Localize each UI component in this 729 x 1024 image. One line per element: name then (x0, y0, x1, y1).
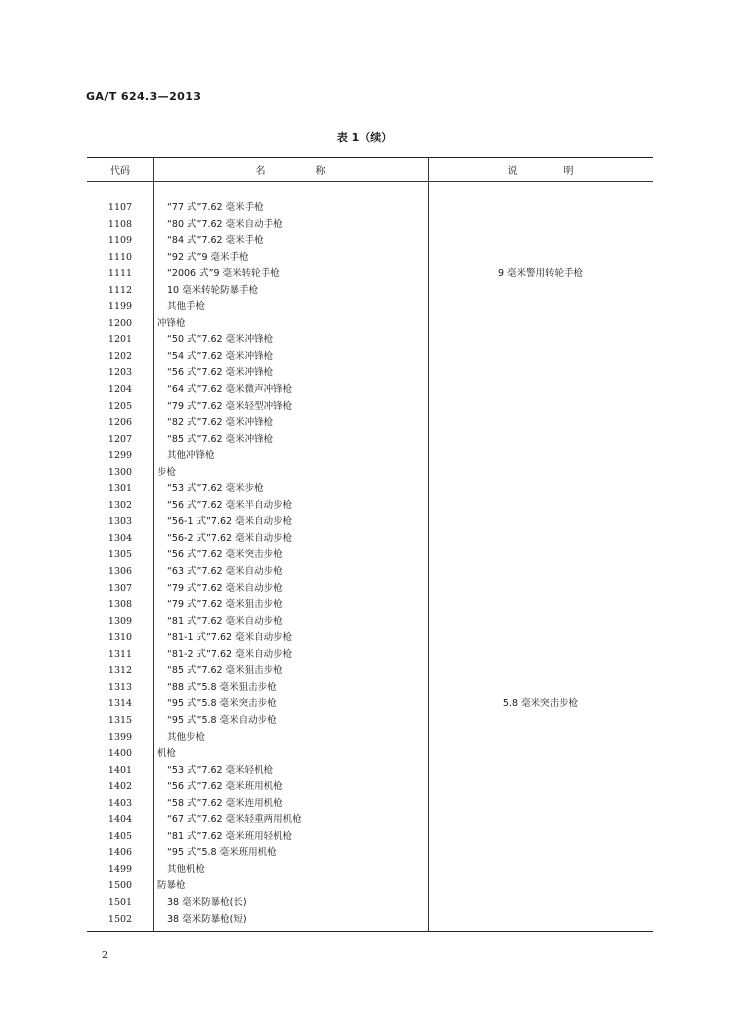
table-row (87, 912, 653, 929)
table-row (87, 399, 653, 416)
table-row (87, 581, 653, 598)
page-number: 2 (102, 950, 109, 961)
table-row (87, 779, 653, 796)
table-row (87, 730, 653, 747)
table-row (87, 796, 653, 813)
row-code: 1311 (107, 648, 133, 660)
row-code: 1304 (107, 532, 133, 544)
row-name: 步枪 (157, 466, 177, 478)
row-code: 1302 (107, 499, 133, 511)
row-name: “56-1 式”7.62 毫米自动步枪 (167, 516, 293, 528)
row-code: 1314 (107, 698, 133, 710)
table-row (87, 217, 653, 234)
row-code: 1204 (107, 384, 133, 396)
table-row (87, 382, 653, 399)
row-name: “92 式”9 毫米手枪 (167, 251, 249, 263)
table-row (87, 878, 653, 895)
row-name: 冲锋枪 (157, 317, 186, 329)
row-name: “95 式”5.8 毫米班用机枪 (167, 847, 277, 859)
table-row (87, 614, 653, 631)
row-code: 1203 (107, 367, 133, 379)
row-name: “80 式”7.62 毫米自动手枪 (167, 218, 283, 230)
row-code: 1305 (107, 549, 133, 561)
row-name: “63 式”7.62 毫米自动步枪 (167, 566, 283, 578)
row-code: 1499 (107, 863, 133, 875)
row-name: “56 式”7.62 毫米冲锋枪 (167, 367, 274, 379)
row-note: 9 毫米警用转轮手枪 (497, 268, 584, 280)
row-name: “88 式”5.8 毫米狙击步枪 (167, 681, 277, 693)
table-header-row (87, 158, 653, 182)
row-code: 1500 (107, 880, 133, 892)
table-row (87, 498, 653, 515)
table-row (87, 283, 653, 300)
row-name: “54 式”7.62 毫米冲锋枪 (167, 350, 274, 362)
row-name: 38 毫米防暴枪(长) (167, 896, 247, 908)
row-code: 1202 (107, 350, 133, 362)
table-row (87, 465, 653, 482)
row-name: “58 式”7.62 毫米连用机枪 (167, 797, 283, 809)
row-name: 其他冲锋枪 (167, 450, 215, 462)
row-code: 1110 (107, 251, 133, 263)
table-row (87, 250, 653, 267)
row-name: “53 式”7.62 毫米轻机枪 (167, 764, 274, 776)
table-row (87, 763, 653, 780)
row-name: “95 式”5.8 毫米自动步枪 (167, 714, 277, 726)
row-code: 1207 (107, 433, 133, 445)
row-name: “81 式”7.62 毫米自动步枪 (167, 615, 283, 627)
row-code: 1310 (107, 632, 133, 644)
table-row (87, 332, 653, 349)
table-row (87, 415, 653, 432)
row-name: “53 式”7.62 毫米步枪 (167, 483, 264, 495)
table-row (87, 266, 653, 283)
table-row (87, 200, 653, 217)
row-code: 1300 (107, 466, 133, 478)
table-row (87, 680, 653, 697)
row-name: 机枪 (157, 748, 177, 760)
row-code: 1205 (107, 400, 133, 412)
row-code: 1112 (107, 284, 133, 296)
table-row (87, 663, 653, 680)
table-caption: 表 1（续） (336, 131, 393, 144)
row-code: 1308 (107, 599, 133, 611)
table-row (87, 647, 653, 664)
row-code: 1107 (107, 202, 133, 213)
table-row (87, 432, 653, 449)
row-code: 1315 (107, 714, 133, 726)
row-code: 1303 (107, 516, 133, 528)
row-name: “82 式”7.62 毫米冲锋枪 (167, 417, 274, 429)
table-row (87, 316, 653, 333)
row-name: “2006 式”9 毫米转轮手枪 (167, 268, 280, 280)
table-row (87, 713, 653, 730)
row-name: “50 式”7.62 毫米冲锋枪 (167, 334, 274, 346)
row-name: “64 式”7.62 毫米微声冲锋枪 (167, 384, 293, 396)
row-name: 其他机枪 (167, 863, 206, 875)
table-row (87, 862, 653, 879)
row-code: 1301 (107, 483, 133, 495)
row-name: “56-2 式”7.62 毫米自动步枪 (167, 532, 293, 544)
row-code: 1405 (107, 830, 133, 842)
row-code: 1306 (107, 566, 133, 578)
table-row (87, 531, 653, 548)
row-code: 1309 (107, 615, 133, 627)
row-code: 1307 (107, 582, 133, 594)
table-row (87, 630, 653, 647)
document-code: GA/T 624.3—2013 (86, 90, 202, 103)
table-row (87, 564, 653, 581)
table-row (87, 365, 653, 382)
row-name: “79 式”7.62 毫米自动步枪 (167, 582, 283, 594)
row-name: “79 式”7.62 毫米狙击步枪 (167, 599, 283, 611)
row-code: 1201 (107, 334, 133, 346)
table-row (87, 845, 653, 862)
table-row (87, 597, 653, 614)
table-row (87, 895, 653, 912)
row-name: “77 式”7.62 毫米手枪 (167, 202, 264, 213)
table-row (87, 233, 653, 250)
header-name: 名 称 (255, 166, 346, 177)
row-name: 10 毫米转轮防暴手枪 (167, 284, 259, 296)
row-code: 1404 (107, 814, 133, 826)
row-code: 1402 (107, 781, 133, 793)
table-row (87, 812, 653, 829)
row-note: 5.8 毫米突击步枪 (502, 698, 579, 710)
table-row (87, 514, 653, 531)
table-row (87, 547, 653, 564)
row-name: “81-2 式”7.62 毫米自动步枪 (167, 648, 293, 660)
row-name: “56 式”7.62 毫米班用机枪 (167, 781, 283, 793)
row-code: 1399 (107, 731, 133, 743)
row-code: 1501 (107, 896, 133, 908)
row-code: 1108 (107, 218, 133, 230)
table-row (87, 448, 653, 465)
row-code: 1406 (107, 847, 133, 859)
row-code: 1200 (107, 317, 133, 329)
table-row (87, 829, 653, 846)
row-code: 1199 (107, 301, 133, 313)
row-code: 1206 (107, 417, 133, 429)
row-name: “67 式”7.62 毫米轻重两用机枪 (167, 814, 302, 826)
data-table (87, 157, 653, 932)
header-note: 说 明 (507, 166, 592, 177)
row-code: 1400 (107, 748, 133, 760)
row-name: “79 式”7.62 毫米轻型冲锋枪 (167, 400, 293, 412)
row-name: “84 式”7.62 毫米手枪 (167, 235, 264, 247)
row-name: “85 式”7.62 毫米狙击步枪 (167, 665, 283, 677)
table-row (87, 746, 653, 763)
table-row (87, 299, 653, 316)
row-code: 1299 (107, 450, 133, 462)
header-code: 代码 (110, 166, 130, 177)
table-row (87, 696, 653, 713)
row-name: “56 式”7.62 毫米半自动步枪 (167, 499, 293, 511)
row-name: 其他手枪 (167, 301, 206, 313)
row-code: 1502 (107, 913, 133, 925)
row-code: 1401 (107, 764, 133, 776)
row-name: “81 式”7.62 毫米班用轻机枪 (167, 830, 293, 842)
table-row (87, 481, 653, 498)
table-row (87, 349, 653, 366)
row-code: 1403 (107, 797, 133, 809)
row-name: “81-1 式”7.62 毫米自动步枪 (167, 632, 293, 644)
row-code: 1312 (107, 665, 133, 677)
row-code: 1111 (107, 268, 133, 280)
row-name: 其他步枪 (167, 731, 206, 743)
row-name: “95 式”5.8 毫米突击步枪 (167, 698, 277, 710)
row-name: “85 式”7.62 毫米冲锋枪 (167, 433, 274, 445)
row-name: “56 式”7.62 毫米突击步枪 (167, 549, 283, 561)
row-name: 38 毫米防暴枪(短) (167, 913, 247, 925)
row-code: 1109 (107, 235, 133, 247)
table-body (87, 200, 653, 928)
row-name: 防暴枪 (157, 880, 186, 892)
row-code: 1313 (107, 681, 133, 693)
